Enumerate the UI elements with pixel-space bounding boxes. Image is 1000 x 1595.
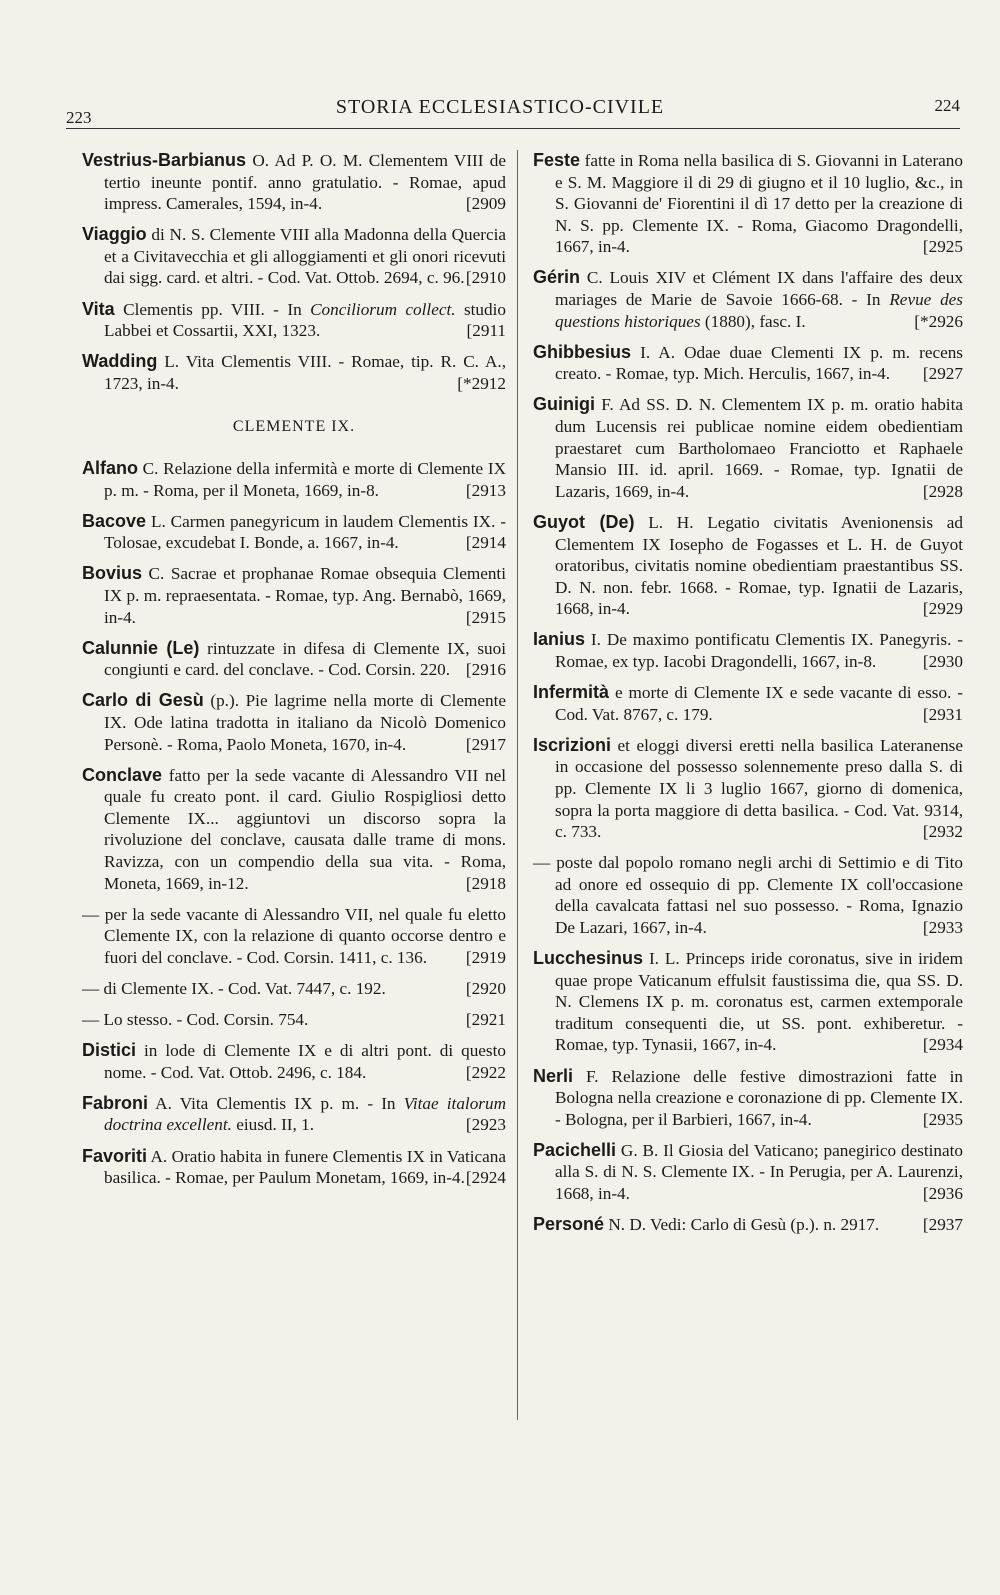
entry-text: L. Vita Clementis VIII. - Romae, tip. R. C. A., 1723, in-4.	[104, 352, 506, 393]
bibliography-entry	[533, 682, 963, 725]
bibliography-entry	[82, 1040, 506, 1083]
bibliography-entry	[533, 512, 963, 620]
entry-heading: Ianius	[533, 629, 586, 650]
bibliography-entry	[82, 765, 506, 895]
entry-number: [2916	[465, 660, 506, 680]
bibliography-entry	[82, 638, 506, 681]
entry-text: L. H. Legatio civitatis Avenionensis ad Clementem IX Iosepho de Fogasses et L. H. de Guyot oratoribus, civitatis nomine obedientiam praestantibus SS. D. N. non. febr. 1668. - Romae, typ. Ignatii de Lazaris, 1668, in-4.	[555, 512, 963, 619]
entry-italic-title: Revue des questions historiques	[555, 290, 963, 331]
right-entries	[533, 150, 963, 1236]
entry-number: [2925	[922, 237, 963, 257]
entry-heading: Distici	[82, 1040, 137, 1061]
running-title: STORIA ECCLESIASTICO-CIVILE	[335, 96, 665, 118]
entry-text: I. A. Odae duae Clementi IX p. m. recens creato. - Romae, typ. Mich. Herculis, 1667, in-4.	[555, 342, 963, 384]
bibliography-entry	[82, 1146, 506, 1189]
entry-text-continued: eiusd. II, 1.	[231, 1115, 315, 1135]
entry-text: et eloggi diversi eretti nella basilica Lateranense in occasione del possesso solennemente preso dalla S. di pp. Clemente IX li 3 luglio 1667, giorno di domenica, sopra la porta maggiore di detta basilica. - Cod. Vat. 9314, c. 733.	[555, 735, 963, 842]
entry-text: rintuzzate in difesa di Clemente IX, suoi congiunti e card. del conclave. - Cod. Corsin. 220.	[104, 638, 506, 680]
entry-heading: Calunnie (Le)	[82, 637, 200, 658]
bibliography-entry	[533, 735, 963, 843]
entry-number: [2929	[922, 599, 963, 619]
entry-text: — per la sede vacante di Alessandro VII, nel quale fu eletto Clemente IX, con la relazione di quanto occorse dentro e fuori del conclave. - Cod. Corsin. 1411, c. 136.	[82, 904, 506, 967]
entry-text: e morte di Clemente IX e sede vacante di esso. - Cod. Vat. 8767, c. 179.	[555, 683, 963, 724]
entry-number: [2914	[465, 533, 506, 553]
entry-heading: Vita	[82, 298, 115, 319]
entry-heading: Vestrius-Barbianus	[82, 150, 247, 170]
left-column	[82, 150, 506, 1198]
bibliography-entry	[533, 394, 963, 502]
entry-heading: Guyot (De)	[533, 511, 635, 532]
entry-number: [2915	[465, 607, 506, 627]
entry-number: [*2926	[914, 311, 963, 331]
right-column	[533, 150, 963, 1245]
entry-text: I. L. Princeps iride coronatus, sive in iridem quae prope Vaticanum effulsit faustissima die, qua SS. D. N. Clemens IX p. m. coronatus est, carmen extemporale traditum consequenti die, ut SS. pont. exhiberetur. - Romae, typ. Tynasii, 1667, in-4.	[555, 949, 963, 1055]
entry-number: [2923	[465, 1115, 506, 1135]
entry-text: F. Ad SS. D. N. Clementem IX p. m. oratio habita dum Lucensis rei publicae nomine eidem obedientiam praestaret cum Bartholomaeo Franciotto et Raphaele Mansio III. id. april. 1669. - Romae, typ. Ignatii de Lazaris, 1669, in-4.	[555, 395, 963, 501]
entry-text: — Lo stesso. - Cod. Corsin. 754.	[82, 1010, 309, 1030]
entry-number: [2934	[922, 1035, 963, 1055]
bibliography-entry	[533, 852, 963, 938]
entry-number: [2918	[465, 873, 506, 893]
entry-heading: Alfano	[82, 458, 138, 479]
bibliography-entry	[533, 1140, 963, 1205]
entry-number: [2913	[465, 480, 506, 500]
entry-text: I. De maximo pontificatu Clementis IX. Panegyris. - Romae, ex typ. Iacobi Dragondelli, 1667, in-8.	[555, 630, 963, 671]
entry-text: F. Relazione delle festive dimostrazioni fatte in Bologna nella creazione e coronazione di pp. Clemente IX. - Bologna, per il Barbieri, 1667, in-4.	[555, 1066, 963, 1129]
bibliography-entry	[82, 904, 506, 969]
bibliography-entry	[533, 150, 963, 258]
bibliography-entry	[82, 511, 506, 554]
entry-text: A. Oratio habita in funere Clementis IX in Vaticana basilica. - Romae, per Paulum Monetam, 1669, in-4.	[104, 1146, 506, 1188]
entry-number: [2936	[922, 1184, 963, 1204]
entry-text: L. Carmen panegyricum in laudem Clementis IX. - Tolosae, excudebat I. Bonde, a. 1667, in-4.	[104, 511, 506, 553]
entry-number: [2917	[465, 734, 506, 754]
entry-number: [2927	[922, 364, 963, 384]
entry-heading: Favoriti	[82, 1145, 148, 1166]
bibliography-entry	[533, 1066, 963, 1131]
left-page-number: 223	[66, 108, 92, 127]
bibliography-entry	[533, 342, 963, 385]
entry-number: [2928	[922, 481, 963, 501]
entry-heading: Conclave	[82, 764, 163, 785]
entry-italic-title: Vitae italorum doctrina excellent.	[104, 1093, 506, 1135]
entry-heading: Feste	[533, 150, 581, 170]
entry-heading: Guinigi	[533, 394, 595, 415]
entry-text: C. Sacrae et prophanae Romae obsequia Clementi IX p. m. repraesentata. - Romae, typ. Ang. Bernabò, 1669, in-4.	[104, 564, 506, 627]
entry-text: G. B. Il Giosia del Vaticano; panegirico destinato alla S. di N. S. Clemente IX. - In Perugia, per A. Laurenzi, 1668, in-4.	[555, 1140, 963, 1204]
entry-heading: Lucchesinus	[533, 948, 644, 969]
entry-number: [*2912	[457, 373, 506, 393]
header-rule	[66, 128, 960, 129]
bibliography-entry	[533, 267, 963, 332]
entry-text: — di Clemente IX. - Cod. Vat. 7447, c. 192.	[82, 979, 386, 998]
bibliography-entry	[82, 150, 506, 215]
left-entries-after-section	[82, 458, 506, 1189]
bibliography-entry	[82, 458, 506, 501]
entry-number: [2921	[465, 1010, 506, 1030]
bibliography-entry	[533, 1214, 963, 1236]
entry-number: [2909	[465, 194, 506, 214]
entry-text: N. D. Vedi: Carlo di Gesù (p.). n. 2917.	[604, 1215, 880, 1235]
entry-text: A. Vita Clementis IX p. m. - In	[148, 1093, 404, 1113]
entry-number: [2924	[465, 1168, 506, 1188]
bibliography-entry	[82, 690, 506, 755]
entry-number: [2910	[465, 268, 506, 288]
entry-text-continued: studio Labbei et Cossartii, XXI, 1323.	[104, 299, 506, 341]
entry-heading: Bacove	[82, 510, 147, 531]
entry-heading: Viaggio	[82, 224, 147, 245]
entry-text: O. Ad P. O. M. Clementem VIII de tertio ineunte pontif. anno gratulatio. - Romae, apud impress. Camerales, 1594, in-4.	[104, 151, 506, 214]
left-entries-before-section	[82, 150, 506, 394]
entry-number: [2937	[922, 1215, 963, 1235]
entry-text: Clementis pp. VIII. - In	[114, 299, 311, 319]
entry-text: fatto per la sede vacante di Alessandro VII nel quale fu creato pont. il card. Giulio Rospigliosi detto Clemente IX... aggiuntovi un discorso sopra la rivoluzione del conclave, causata dalle trame di mons. Ravizza, con un compendio della sua vita. - Roma, Moneta, 1669, in-12.	[104, 765, 506, 893]
bibliography-entry	[82, 1009, 506, 1031]
column-divider	[517, 150, 518, 1420]
right-page-number: 224	[934, 96, 960, 115]
entry-heading: Fabroni	[82, 1092, 148, 1113]
bibliography-entry	[82, 351, 506, 394]
entry-number: [2920	[465, 979, 506, 998]
entry-number: [2922	[465, 1062, 506, 1082]
entry-text: di N. S. Clemente VIII alla Madonna della Quercia et a Civitavecchia et gli alloggiamenti et gli onori ricevuti dai sigg. card. et altri. - Cod. Vat. Ottob. 2694, c. 96.	[104, 225, 506, 288]
entry-number: [2930	[922, 651, 963, 671]
entry-number: [2932	[922, 822, 963, 842]
section-title: CLEMENTE IX.	[232, 418, 356, 436]
entry-heading: Pacichelli	[533, 1139, 617, 1160]
entry-text-continued: (1880), fasc. I.	[700, 311, 806, 331]
bibliography-entry	[82, 224, 506, 289]
bibliography-entry	[82, 978, 506, 1000]
bibliography-entry	[533, 629, 963, 672]
entry-heading: Carlo di Gesù	[82, 690, 204, 711]
entry-heading: Bovius	[82, 563, 143, 584]
entry-text: fatte in Roma nella basilica di S. Giovanni in Laterano e S. M. Maggiore il di 29 di giugno et il 10 luglio, &c., in S. Giovanni de' Fiorentini il dì 17 detto per la creazione di N. S. pp. Clemente IX. - Roma, Giacomo Dragondelli, 1667, in-4.	[555, 151, 963, 257]
entry-heading: Nerli	[533, 1065, 574, 1086]
entry-heading: Wadding	[82, 351, 158, 372]
entry-heading: Ghibbesius	[533, 341, 632, 362]
entry-number: [2933	[922, 918, 963, 937]
entry-text: C. Relazione della infermità e morte di Clemente IX p. m. - Roma, per il Moneta, 1669, in-8.	[104, 459, 506, 500]
entry-heading: Infermità	[533, 682, 610, 703]
bibliography-entry	[533, 948, 963, 1056]
entry-heading: Iscrizioni	[533, 734, 612, 755]
bibliography-entry	[82, 1093, 506, 1136]
entry-text: C. Louis XIV et Clément IX dans l'affaire des deux mariages de Marie de Savoie 1666-68. - In	[555, 268, 963, 310]
bibliography-entry	[82, 563, 506, 628]
entry-heading: Gérin	[533, 267, 581, 288]
entry-number: [2935	[922, 1109, 963, 1129]
entry-text: — poste dal popolo romano negli archi di Settimio e di Tito ad onore ed ossequio di pp. Clemente IX coll'occasione della cavalcata fattasi nel suo possesso. - Roma, Ignazio De Lazari, 1667, in-4.	[533, 853, 963, 937]
entry-heading: Personé	[533, 1214, 605, 1235]
entry-text: (p.). Pie lagrime nella morte di Clemente IX. Ode latina tradotta in italiano da Nicolò Domenico Personè. - Roma, Paolo Moneta, 1670, in-4.	[104, 691, 506, 754]
entry-italic-title: Conciliorum collect.	[310, 299, 456, 319]
entry-number: [2931	[922, 704, 963, 724]
bibliography-entry	[82, 299, 506, 342]
entry-text: in lode di Clemente IX e di altri pont. di questo nome. - Cod. Vat. Ottob. 2496, c. 184.	[104, 1041, 506, 1082]
entry-number: [2919	[465, 947, 506, 967]
entry-number: [2911	[466, 321, 506, 341]
